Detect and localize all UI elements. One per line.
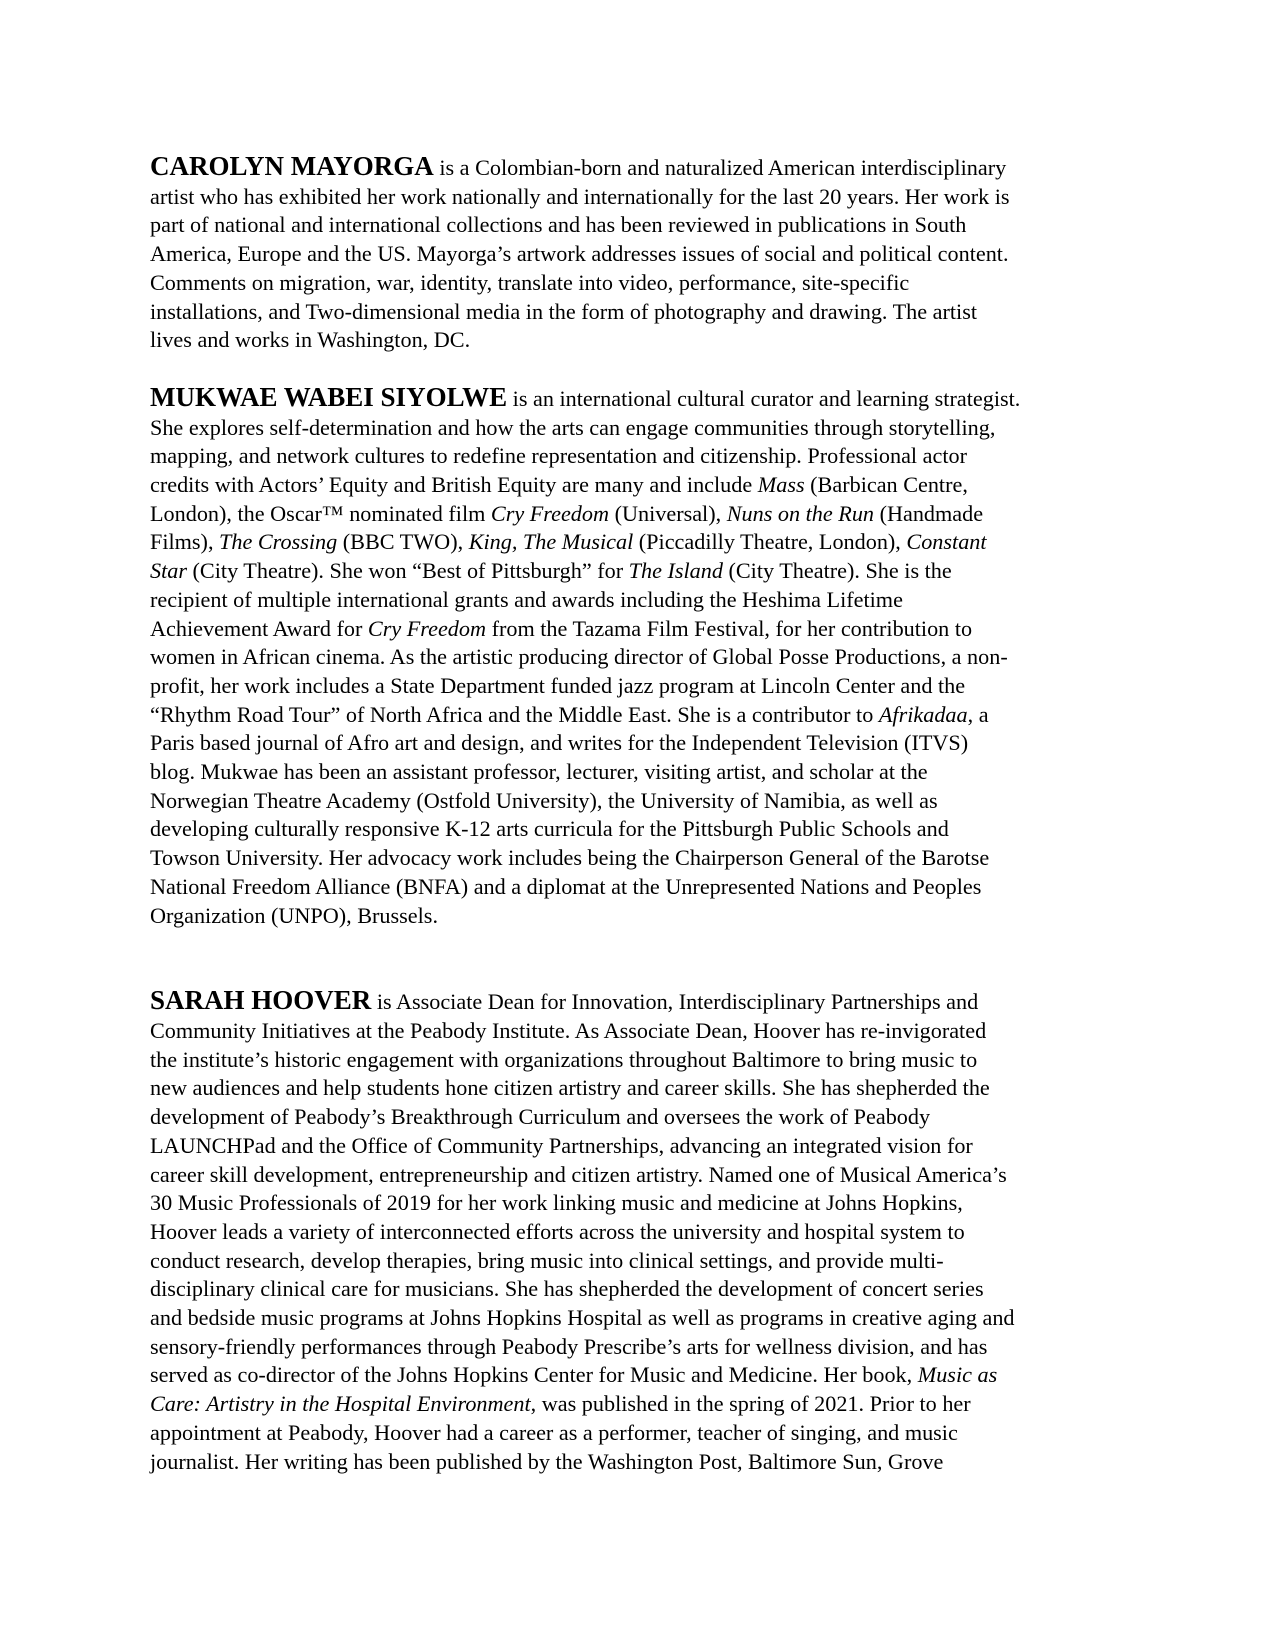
italic-title: Star [150, 558, 187, 584]
italic-title: Cry Freedom [490, 500, 610, 526]
text-segment: mapping, and network cultures to redefine representation and citizenship. Professional actor [150, 443, 967, 469]
text-line [150, 240, 1135, 269]
text-segment: (City Theatre). She is the [722, 558, 952, 584]
text-segment: Paris based journal of Afro art and design, and writes for the Independent Television (ITVS) [150, 730, 969, 756]
text-segment: journalist. Her writing has been published by the Washington Post, Baltimore Sun, Grove [150, 1448, 944, 1474]
text-line [150, 1046, 1135, 1075]
text-segment: (Barbican Centre, [804, 472, 968, 498]
text-segment: “Rhythm Road Tour” of North Africa and the Middle East. She is a contributor to [150, 701, 879, 727]
italic-title: Care: Artistry in the Hospital Environment [150, 1391, 531, 1417]
italic-title: Cry Freedom [367, 615, 487, 641]
italic-title: Constant [906, 529, 987, 555]
text-segment: sensory-friendly performances through Peabody Prescribe’s arts for wellness division, and has [150, 1333, 988, 1359]
italic-title: Afrikadaa [878, 701, 968, 727]
text-segment: Achievement Award for [150, 615, 368, 641]
italic-title: Mass [757, 472, 805, 498]
text-segment: credits with Actors’ Equity and British Equity are many and include [150, 472, 758, 498]
text-segment: is an international cultural curator and learning strategist. [507, 385, 1021, 411]
text-line [150, 1390, 1135, 1419]
person-name: MUKWAE WABEI SIYOLWE [150, 381, 508, 412]
text-line [150, 1247, 1135, 1276]
text-segment: served as co-director of the Johns Hopkins Center for Music and Medicine. Her book, [150, 1362, 918, 1388]
text-segment: new audiences and help students hone citizen artistry and career skills. She has shepherded the [150, 1075, 990, 1101]
text-segment: career skill development, entrepreneurship and citizen artistry. Named one of Musical America’s [150, 1161, 1007, 1187]
text-segment: lives and works in Washington, DC. [150, 327, 471, 353]
italic-title: King, The Musical [468, 529, 634, 555]
text-segment: developing culturally responsive K-12 arts curricula for the Pittsburgh Public Schools and [150, 816, 949, 842]
paragraph-gap [150, 355, 1135, 383]
text-line [150, 1074, 1135, 1103]
text-segment: artist who has exhibited her work nationally and internationally for the last 20 years. Her work is [150, 183, 1010, 209]
text-line [150, 815, 1135, 844]
person-name: SARAH HOOVER [150, 985, 372, 1016]
text-line [150, 1132, 1135, 1161]
text-line [150, 414, 1135, 443]
text-line [150, 902, 1135, 931]
text-segment: appointment at Peabody, Hoover had a career as a performer, teacher of singing, and music [150, 1419, 958, 1445]
text-segment: recipient of multiple international grants and awards including the Heshima Lifetime [150, 586, 903, 612]
bio-sarah-hoover [150, 986, 1135, 1476]
text-line [150, 643, 1135, 672]
text-segment: Comments on migration, war, identity, translate into video, performance, site-specific [150, 269, 910, 295]
text-segment: Towson University. Her advocacy work includes being the Chairperson General of the Barotse [150, 845, 990, 871]
text-segment: disciplinary clinical care for musicians. She has shepherded the development of concert series [150, 1276, 984, 1302]
text-line [150, 471, 1135, 500]
bio-mukwae-wabei-siyolwe [150, 383, 1135, 930]
text-segment: blog. Mukwae has been an assistant professor, lecturer, visiting artist, and scholar at the [150, 759, 928, 785]
person-name: CAROLYN MAYORGA [150, 151, 434, 181]
text-line [150, 729, 1135, 758]
text-line [150, 586, 1135, 615]
text-segment: Hoover leads a variety of interconnected efforts across the university and hospital system to [150, 1218, 965, 1244]
text-segment: Films), [150, 529, 220, 555]
text-line [150, 1419, 1135, 1448]
text-segment: (City Theatre). She won “Best of Pittsburgh” for [187, 558, 629, 584]
text-line [150, 1161, 1135, 1190]
text-line [150, 1448, 1135, 1477]
text-line [150, 326, 1135, 355]
text-segment: and bedside music programs at Johns Hopkins Hospital as well as programs in creative aging and [150, 1305, 1015, 1331]
text-segment: (Handmade [874, 500, 984, 526]
italic-title: The Island [628, 558, 723, 584]
text-line [150, 211, 1135, 240]
text-segment: part of national and international collections and has been reviewed in publications in South [150, 212, 967, 238]
text-line [150, 758, 1135, 787]
text-segment: development of Peabody’s Breakthrough Curriculum and oversees the work of Peabody [150, 1104, 931, 1130]
text-line [150, 557, 1135, 586]
text-segment: is a Colombian-born and naturalized American interdisciplinary [433, 155, 1007, 180]
text-segment: (Piccadilly Theatre, London), [633, 529, 907, 555]
text-line [150, 986, 1135, 1017]
text-line [150, 500, 1135, 529]
text-segment: , a [967, 701, 989, 727]
text-line [150, 844, 1135, 873]
text-segment: She explores self-determination and how the arts can engage communities through storytelling, [150, 414, 996, 440]
text-segment: women in African cinema. As the artistic producing director of Global Posse Productions, a non- [150, 644, 1008, 670]
text-segment: profit, her work includes a State Department funded jazz program at Lincoln Center and the [150, 672, 966, 698]
text-segment: America, Europe and the US. Mayorga’s artwork addresses issues of social and political content. [150, 241, 1009, 267]
text-line [150, 701, 1135, 730]
paragraph-gap [150, 930, 1135, 986]
text-line [150, 672, 1135, 701]
italic-title: Nuns on the Run [726, 500, 875, 526]
text-segment: 30 Music Professionals of 2019 for her work linking music and medicine at Johns Hopkins, [150, 1190, 963, 1216]
text-segment: installations, and Two-dimensional media in the form of photography and drawing. The artist [150, 298, 978, 324]
text-line [150, 873, 1135, 902]
text-segment: LAUNCHPad and the Office of Community Partnerships, advancing an integrated vision for [150, 1132, 973, 1158]
text-line [150, 528, 1135, 557]
text-line [150, 1218, 1135, 1247]
text-line [150, 298, 1135, 327]
text-line [150, 787, 1135, 816]
document-page [150, 152, 1135, 1476]
text-segment: National Freedom Alliance (BNFA) and a diplomat at the Unrepresented Nations and Peoples [150, 873, 982, 899]
text-segment: is Associate Dean for Innovation, Interdisciplinary Partnerships and [371, 989, 979, 1015]
text-segment: the institute’s historic engagement with organizations throughout Baltimore to bring music to [150, 1046, 978, 1072]
text-line [150, 1189, 1135, 1218]
text-line [150, 1017, 1135, 1046]
text-line [150, 269, 1135, 298]
text-segment: London), the Oscar™ nominated film [150, 500, 491, 526]
text-segment: Norwegian Theatre Academy (Ostfold University), the University of Namibia, as well as [150, 787, 938, 813]
text-line [150, 1361, 1135, 1390]
text-line [150, 442, 1135, 471]
text-line [150, 615, 1135, 644]
text-segment: , was published in the spring of 2021. Prior to her [530, 1391, 971, 1417]
text-segment: from the Tazama Film Festival, for her contribution to [486, 615, 973, 641]
text-segment: (BBC TWO), [337, 529, 469, 555]
text-line [150, 1333, 1135, 1362]
text-segment: (Universal), [609, 500, 727, 526]
italic-title: The Crossing [219, 529, 338, 555]
bio-carolyn-mayorga [150, 152, 1135, 355]
text-line [150, 1304, 1135, 1333]
text-line [150, 152, 1135, 183]
italic-title: Music as [917, 1362, 998, 1388]
text-line [150, 1103, 1135, 1132]
text-line [150, 183, 1135, 212]
text-line [150, 1275, 1135, 1304]
text-segment: conduct research, develop therapies, bring music into clinical settings, and provide multi- [150, 1247, 944, 1273]
text-segment: Organization (UNPO), Brussels. [150, 902, 438, 928]
text-line [150, 383, 1135, 414]
text-segment: Community Initiatives at the Peabody Institute. As Associate Dean, Hoover has re-invigorated [150, 1017, 987, 1043]
